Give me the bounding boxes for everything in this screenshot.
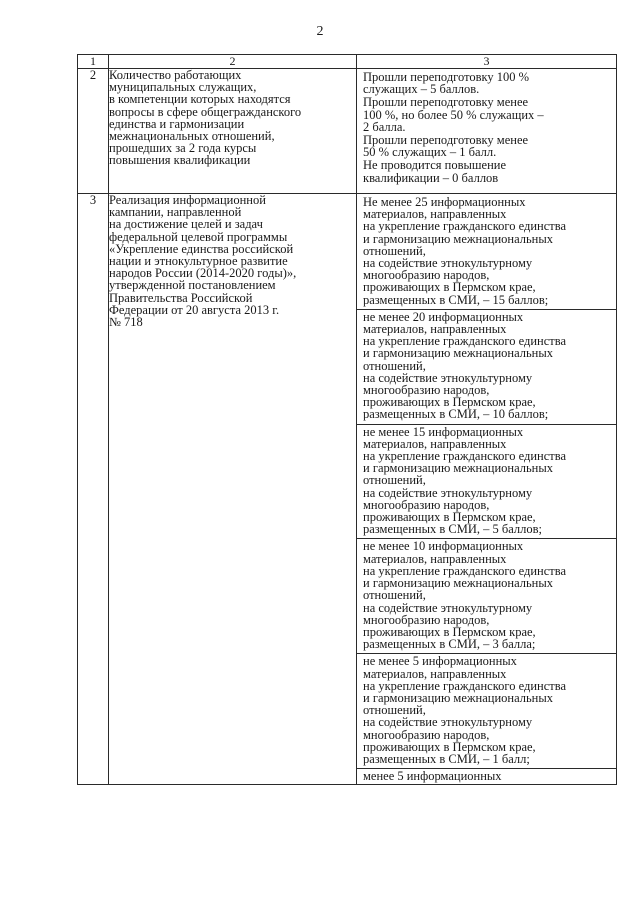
score-block: менее 5 информационных xyxy=(363,769,502,784)
score-block: не менее 5 информационных материалов, направленных на укрепление гражданского единства и гармонизацию межнациональных отношений, на содействие этнокультурному многообразию народов, проживающих в Пермском крае, размещенных в СМИ, – 1 балл; xyxy=(357,654,616,769)
criteria-table xyxy=(77,54,617,785)
criterion-text: Количество работающих муниципальных служащих, в компетенции которых находятся вопросы в сфере общегражданского единства и гармонизации межнациональных отношений, прошедших за 2 года курсы повышения квалификации xyxy=(109,69,357,194)
table-row xyxy=(78,69,617,194)
scores-cell xyxy=(357,69,617,194)
score-block: не менее 15 информационных материалов, направленных на укрепление гражданского единства и гармонизацию межнациональных отношений, на содействие этнокультурному многообразию народов, проживающих в Пермском крае, размещенных в СМИ, – 5 баллов; xyxy=(357,425,616,540)
scores-cell xyxy=(357,194,617,785)
row-number: 3 xyxy=(78,194,109,785)
page-number: 2 xyxy=(316,24,324,39)
column-header-number: 1 xyxy=(78,55,109,69)
score-block: не менее 10 информационных материалов, направленных на укрепление гражданского единства и гармонизацию межнациональных отношений, на содействие этнокультурному многообразию народов, проживающих в Пермском крае, размещенных в СМИ, – 3 балла; xyxy=(357,539,616,654)
column-header-scores: 3 xyxy=(357,55,617,69)
score-paragraph: Прошли переподготовку менее 100 %, но более 50 % служащих – 2 балла. xyxy=(363,95,544,134)
score-block: не менее 20 информационных материалов, направленных на укрепление гражданского единства и гармонизацию межнациональных отношений, на содействие этнокультурному многообразию народов, проживающих в Пермском крае, размещенных в СМИ, – 10 баллов; xyxy=(357,310,616,425)
score-paragraph: Не проводится повышение квалификации – 0 баллов xyxy=(363,158,507,185)
table-row xyxy=(78,194,617,785)
score-paragraph: Прошли переподготовку 100 % служащих – 5 баллов. xyxy=(363,70,530,97)
row-number: 2 xyxy=(78,69,109,194)
header-row xyxy=(78,55,617,69)
score-paragraph: Прошли переподготовку менее 50 % служащих – 1 балл. xyxy=(363,133,529,160)
score-block: Не менее 25 информационных материалов, направленных на укрепление гражданского единства и гармонизацию межнациональных отношений, на содействие этнокультурному многообразию народов, проживающих в Пермском крае, размещенных в СМИ, – 15 баллов; xyxy=(357,194,616,310)
criterion-text: Реализация информационной кампании, направленной на достижение целей и задач федеральной целевой программы «Укрепление единства российской нации и этнокультурное развитие народов России (2014-2020 годы)», утвержденной постановлением Правительства Российской Федерации от 20 августа 2013 г. № 718 xyxy=(109,194,357,785)
column-header-criterion: 2 xyxy=(109,55,357,69)
